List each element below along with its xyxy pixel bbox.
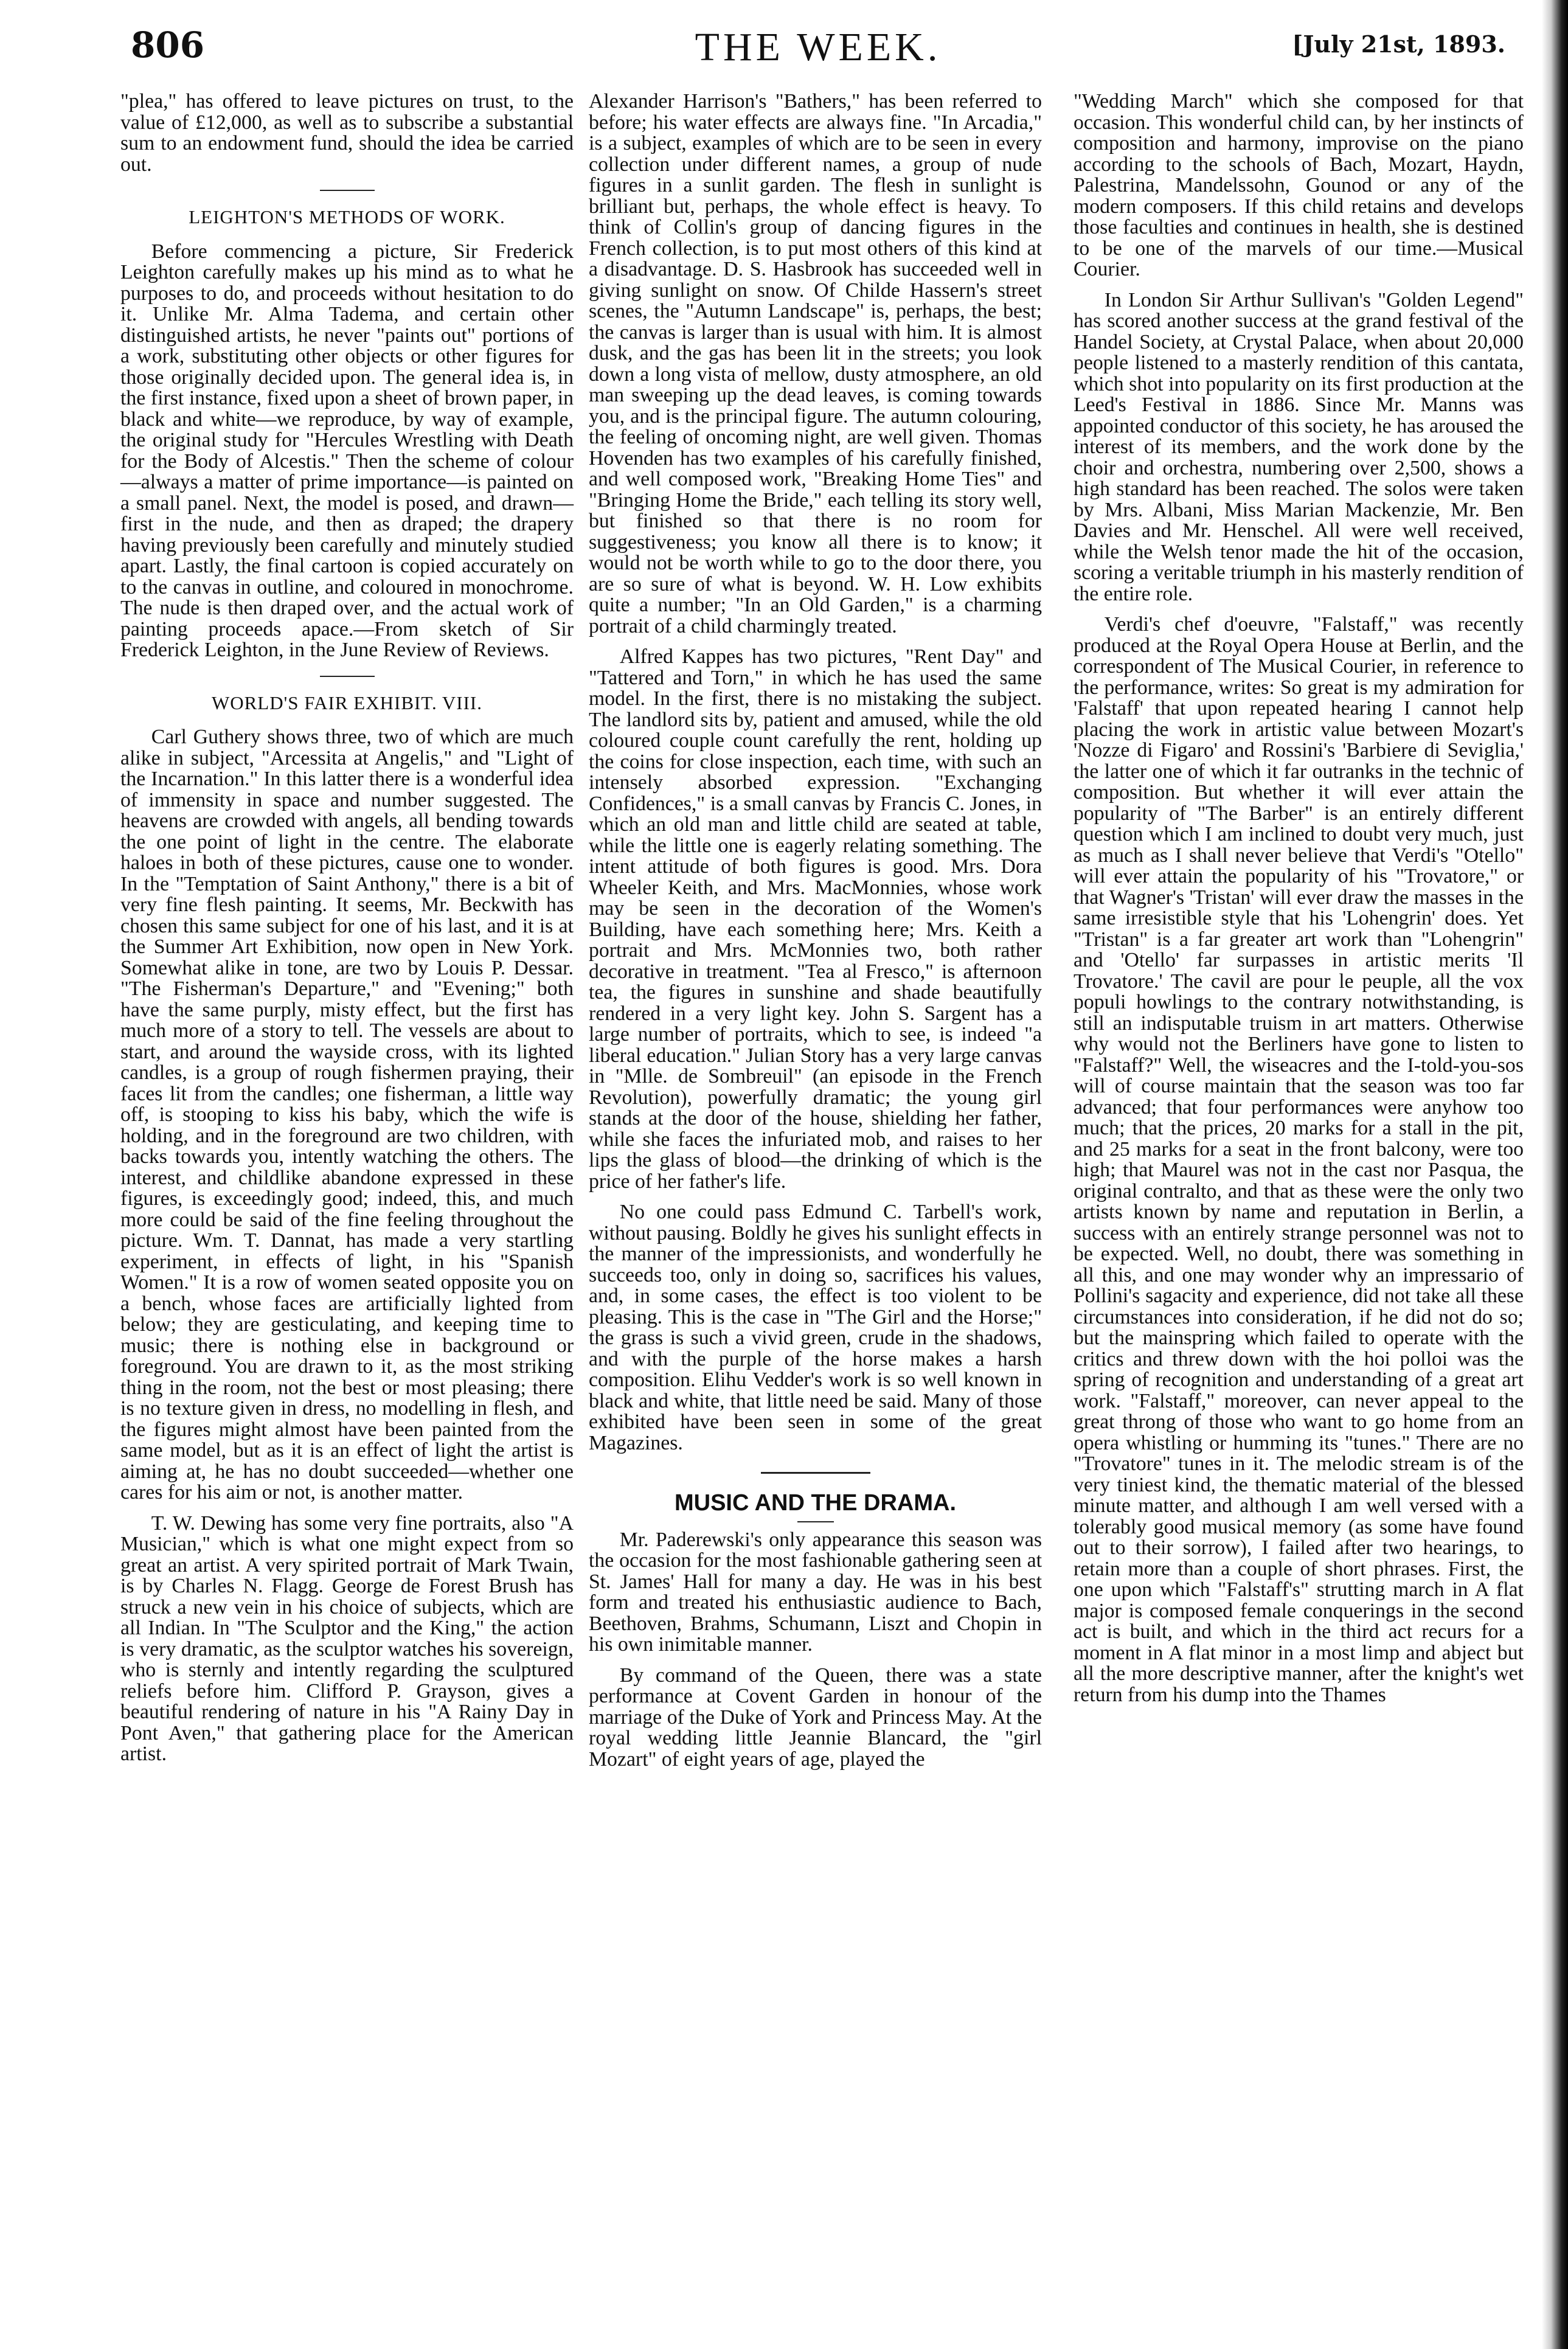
column-1: [120, 91, 574, 1765]
subheading-worlds-fair: WORLD'S FAIR EXHIBIT. VIII.: [120, 693, 574, 714]
paragraph: Before commencing a picture, Sir Frederick Leighton carefully makes up his mind as to what he purposes to do, and proceeds without hesitation to do it. Unlike Mr. Alma Tadema, and certain other distinguished artists, he never "paints out" portions of a work, substituting other objects or other figures for those originally decided upon. The general idea is, in the first instance, fixed upon a sheet of brown paper, in black and white—we reproduce, by way of example, the original study for "Hercules Wrestling with Death for the Body of Alcestis." Then the scheme of colour—always a matter of prime importance—is painted on a small panel. Next, the model is posed, and drawn—first in the nude, and then as draped; the drapery having previously been carefully and minutely studied apart. Lastly, the final cartoon is copied accurately on to the canvas in outline, and coloured in monochrome. The nude is then draped over, and the actual work of painting proceeds apace.—From sketch of Sir Frederick Leighton, in the June Review of Reviews.: [120, 240, 574, 661]
page-number: 806: [131, 24, 205, 66]
paragraph: In London Sir Arthur Sullivan's "Golden Legend" has scored another success at the grand festival of the Handel Society, at Crystal Palace, when about 20,000 people listened to a masterly rendition of this cantata, which shot into popularity on its first production at the Leed's Festival in 1886. Since Mr. Manns was appointed conductor of this society, he has aroused the interest of its members, and the work done by the choir and orchestra, numbering over 2,500, shows a high standard has been reached. The solos were taken by Mrs. Albani, Miss Marian Mackenzie, Mr. Ben Davies and Mr. Henschel. All were well received, while the Welsh tenor made the hit of the occasion, scoring a veritable triumph in his masterly rendition of the entire role.: [1074, 288, 1524, 605]
subheading-leighton: LEIGHTON'S METHODS OF WORK.: [120, 207, 574, 228]
paragraph: Verdi's chef d'oeuvre, "Falstaff," was recently produced at the Royal Opera House at Berlin, and the correspondent of The Musical Courier, in reference to the performance, writes: So great is my admiration for 'Falstaff' that upon repeated hearing I cannot help placing the work in artistic value between Mozart's 'Nozze di Figaro' and Rossini's 'Barbiere di Seviglia,' the latter one of which it far outranks in the technic of composition. But whether it will ever attain the popularity of "The Barber" is an entirely different question which I am inclined to doubt very much, just as much as I shall never believe that Verdi's "Otello" will ever attain the popularity of his "Trovatore," or that Wagner's 'Tristan' will ever draw the masses in the same irresistible style that his 'Lohengrin' does. Yet "Tristan" is a far greater art work than "Lohengrin" and 'Otello' far surpasses in artistic merits 'Il Trovatore.' The cavil are pour le peuple, all the vox populi howlings to the contrary notwithstanding, is still an indisputable truism in art matters. Otherwise why would not the Berliners have gone to listen to "Falstaff?" Well, the wiseacres and the I-told-you-sos will of course maintain that the season was too far advanced; that four performances were anyhow too much; that the prices, 20 marks for a stall in the pit, and 25 marks for a seat in the front balcony, were too high; that Maurel was not in the cast nor Pasqua, the original contralto, and that as these were the only two artists known by name and reputation in Berlin, a success with an entirely strange personnel was not to be expected. Well, no doubt, there was something in all this, and one may wonder why an impressario of Pollini's sagacity and experience, did not take all these circumstances into consideration, if he did not do so; but the mainspring which failed to operate with the critics and threw down with the hoi polloi was the spring of recognition and understanding of a great art work. "Falstaff," moreover, can never appeal to the great throng of those who want to go home from an opera whistling or humming its "tunes." There are no "Trovatore" tunes in it. The melodic stream is of the very tiniest kind, the thematic material of the blessed minute matter, and although I am well versed with a tolerably good musical memory (as some have found out to their sorrow), I failed after two hearings, to retain more than a couple of short phrases. First, the one upon which "Falstaff's" strutting march in A flat major is composed female conquerings in the second act is built, and which in the third act recurs for a moment in A flat minor in a most limp and abject but all the more descriptive manner, after the knight's wet return from his dump into the Thames: [1074, 613, 1524, 1706]
paragraph: No one could pass Edmund C. Tarbell's work, without pausing. Boldly he gives his sunlight effects in the manner of the impressionists, and wonderfully he succeeds too, only in doing so, sacrifices his values, and, in some cases, the effect is too violent to be pleasing. This is the case in "The Girl and the Horse;" the grass is such a vivid green, crude in the shadows, and with the purple of the horse makes a harsh composition. Elihu Vedder's work is so well known in black and white, that little need be said. Many of those exhibited have been seen in some of the great Magazines.: [589, 1201, 1042, 1454]
column-2: [589, 91, 1042, 1770]
paragraph: Alexander Harrison's "Bathers," has been referred to before; his water effects are always fine. "In Arcadia," is a subject, examples of which are to be seen in every collection under different names, a group of nude figures in a sunlit garden. The flesh in sunlight is brilliant but, perhaps, the whole effect is heavy. To think of Collin's group of dancing figures in the French collection, is to put most others of this kind at a disadvantage. D. S. Hasbrook has succeeded well in giving sunlight on snow. Of Childe Hassern's street scenes, the "Autumn Landscape" is, perhaps, the best; the canvas is larger than is usual with him. It is almost dusk, and the gas has been lit in the streets; you look down a long vista of mellow, dusty atmosphere, an old man sweeping up the dead leaves, is coming towards you, and is the principal figure. The autumn colouring, the feeling of oncoming night, are well given. Thomas Hovenden has two examples of his carefully finished, and well composed work, "Breaking Home Ties" and "Bringing Home the Bride," each telling its story well, but finished so that there is no room for suggestiveness; you know all there is to know; it would not be worth while to go to the door there, you are so sure of what is beyond. W. H. Low exhibits quite a number; "In an Old Garden," is a charming portrait of a child charmingly treated.: [589, 90, 1042, 637]
issue-date: [July 21st, 1893.: [1292, 30, 1505, 58]
section-heading-music-drama: MUSIC AND THE DRAMA.: [589, 1493, 1042, 1514]
page-header: [131, 24, 1505, 82]
paragraph: By command of the Queen, there was a state performance at Covent Garden in honour of the marriage of the Duke of York and Princess May. At the royal wedding little Jeannie Blancard, the "girl Mozart" of eight years of age, played the: [589, 1664, 1042, 1771]
column-3: [1074, 91, 1524, 1705]
paragraph: "plea," has offered to leave pictures on trust, to the value of £12,000, as well as to subscribe a substantial sum to an endowment fund, should the idea be carried out.: [120, 90, 574, 176]
masthead-title: THE WEEK.: [695, 25, 942, 69]
paragraph: T. W. Dewing has some very fine portraits, also "A Musician," which is what one might expect from so great an artist. A very spirited portrait of Mark Twain, is by Charles N. Flagg. George de Forest Brush has struck a new vein in his choice of subjects, which are all Indian. In "The Sculptor and the King," the action is very dramatic, as the sculptor watches his sovereign, who is sternly and intently regarding the sculptured reliefs before him. Clifford P. Grayson, gives a beautiful rendering of nature in his "A Rainy Day in Pont Aven," that gathering place for the American artist.: [120, 1511, 574, 1765]
page-edge-shadow: [1542, 0, 1568, 2349]
paragraph: Alfred Kappes has two pictures, "Rent Day" and "Tattered and Torn," in which he has used the same model. In the first, there is no mistaking the subject. The landlord sits by, patient and amused, while the old coloured couple count carefully the rent, holding up the coins for close inspection, each time, with such an intensely absorbed expression. "Exchanging Confidences," is a small canvas by Francis C. Jones, in which an old man and little child are seated at table, while the little one is eagerly relating something. The intent attitude of both figures is good. Mrs. Dora Wheeler Keith, and Mrs. MacMonnies, whose work may be seen in the decoration of the Women's Building, have each something here; Mrs. Keith a portrait and Mrs. McMonnies two, both rather decorative in treatment. "Tea al Fresco," is afternoon tea, the figures in sunshine and shade beautifully rendered in a very light key. John S. Sargent has a large number of portraits, which to see, is indeed "a liberal education." Julian Story has a very large canvas in "Mlle. de Sombreuil" (an episode in the French Revolution), powerfully dramatic; the young girl stands at the door of the house, shielding her father, while she faces the infuriated mob, and raises to her lips the glass of blood—the drinking of which is the price of her father's life.: [589, 645, 1042, 1193]
paragraph: Carl Guthery shows three, two of which are much alike in subject, "Arcessita at Angelis," and "Light of the Incarnation." In this latter there is a wonderful idea of immensity in space and number suggested. The heavens are crowded with angels, all bending towards the one point of light in the centre. The elaborate haloes in both of these pictures, cause one to wonder. In the "Temptation of Saint Anthony," there is a bit of very fine flesh painting. It seems, Mr. Beckwith has chosen this same subject for one of his last, and it is at the Summer Art Exhibition, now open in New York. Somewhat alike in tone, are two by Louis P. Dessar. "The Fisherman's Departure," and "Evening;" both have the same purply, misty effect, but the first has much more of a story to tell. The vessels are about to start, and around the wayside cross, with its lighted candles, is a group of rough fishermen praying, their faces lit from the candles; one fisherman, a little way off, is stooping to kiss his baby, which the wife is holding, and in the foreground are two children, with backs towards you, intently watching the others. The interest, and childlike abandone expressed in these figures, is exceedingly good; indeed, this, and much more could be said of the fine feeling throughout the picture. Wm. T. Dannat, has made a very startling experiment, in effects of light, in his "Spanish Women." It is a row of women seated opposite you on a bench, whose faces are artificially lighted from below; they are gesticulating, and keeping time to music; there is nothing else in background or foreground. You are drawn to it, as the most striking thing in the room, not the best or most pleasing; there is no texture given in dress, no modelling in flesh, and the figures might almost have been painted from the same model, but as it is an effect of light the artist is aiming at, he has no doubt succeeded—whether one cares for his aim or not, is another matter.: [120, 726, 574, 1504]
paragraph: Mr. Paderewski's only appearance this season was the occasion for the most fashionable gathering seen at St. James' Hall for many a day. He was in his best form and treated his enthusiastic audience to Bach, Beethoven, Brahms, Schumann, Liszt and Chopin in his own inimitable manner.: [589, 1528, 1042, 1656]
paragraph: "Wedding March" which she composed for that occasion. This wonderful child can, by her instincts of composition and harmony, improvise on the piano according to the schools of Bach, Mozart, Haydn, Palestrina, Mandelssohn, Gounod or any of the modern composers. If this child retains and develops those faculties and continues in health, she is destined to be one of the marvels of our time.—Musical Courier.: [1074, 90, 1524, 280]
